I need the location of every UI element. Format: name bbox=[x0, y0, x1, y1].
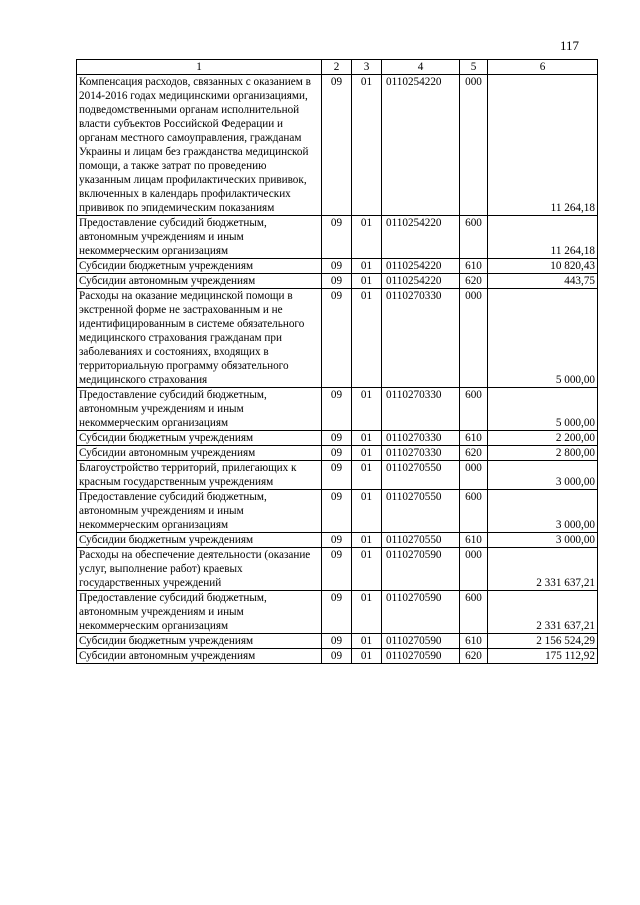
column-header-5: 5 bbox=[460, 60, 488, 75]
row-section-cell: 09 bbox=[322, 490, 352, 533]
row-expense-type-cell: 000 bbox=[460, 289, 488, 388]
table-row bbox=[77, 461, 598, 490]
row-name-cell: Субсидии бюджетным учреждениям bbox=[77, 634, 322, 649]
row-name-cell: Расходы на обеспечение деятельности (оказание услуг, выполнение работ) краевых государственных учреждений bbox=[77, 548, 322, 591]
row-section-cell: 09 bbox=[322, 216, 352, 259]
row-target-article-cell: 0110270550 bbox=[382, 490, 460, 533]
row-target-article-cell: 0110270590 bbox=[382, 634, 460, 649]
row-name-cell: Расходы на оказание медицинской помощи в экстренной форме не застрахованным и не идентифицированным в системе обязательного медицинского страхования гражданам при заболеваниях и состояниях, входящих в территориальную программу обязательного медицинского страхования bbox=[77, 289, 322, 388]
column-header-3: 3 bbox=[352, 60, 382, 75]
row-amount-cell: 3 000,00 bbox=[488, 461, 598, 490]
row-expense-type-cell: 620 bbox=[460, 649, 488, 664]
row-name-cell: Субсидии бюджетным учреждениям bbox=[77, 533, 322, 548]
row-section-cell: 09 bbox=[322, 461, 352, 490]
row-expense-type-cell: 000 bbox=[460, 548, 488, 591]
row-name-cell: Компенсация расходов, связанных с оказанием в 2014-2016 годах медицинскими организациями, подведомственными органам исполнительной власти субъектов Российской Федерации и органам местного самоуправления, гражданам Украины и лицам без гражданства медицинской помощи, а также затрат по проведению указанным лицам профилактических прививок, включенных в календарь профилактических прививок по эпидемическим показаниям bbox=[77, 75, 322, 216]
row-section-cell: 09 bbox=[322, 388, 352, 431]
row-subsection-cell: 01 bbox=[352, 216, 382, 259]
table-row bbox=[77, 388, 598, 431]
row-expense-type-cell: 610 bbox=[460, 634, 488, 649]
table-row bbox=[77, 649, 598, 664]
row-expense-type-cell: 620 bbox=[460, 446, 488, 461]
row-subsection-cell: 01 bbox=[352, 548, 382, 591]
row-amount-cell: 2 331 637,21 bbox=[488, 548, 598, 591]
row-section-cell: 09 bbox=[322, 75, 352, 216]
row-target-article-cell: 0110254220 bbox=[382, 75, 460, 216]
row-target-article-cell: 0110270590 bbox=[382, 591, 460, 634]
row-subsection-cell: 01 bbox=[352, 461, 382, 490]
table-header-row bbox=[77, 60, 598, 75]
row-amount-cell: 5 000,00 bbox=[488, 289, 598, 388]
row-section-cell: 09 bbox=[322, 259, 352, 274]
row-amount-cell: 3 000,00 bbox=[488, 533, 598, 548]
row-target-article-cell: 0110270330 bbox=[382, 446, 460, 461]
table-row bbox=[77, 591, 598, 634]
row-expense-type-cell: 610 bbox=[460, 431, 488, 446]
row-amount-cell: 2 200,00 bbox=[488, 431, 598, 446]
row-target-article-cell: 0110254220 bbox=[382, 274, 460, 289]
column-header-2: 2 bbox=[322, 60, 352, 75]
column-header-4: 4 bbox=[382, 60, 460, 75]
row-name-cell: Субсидии автономным учреждениям bbox=[77, 446, 322, 461]
row-subsection-cell: 01 bbox=[352, 446, 382, 461]
row-name-cell: Благоустройство территорий, прилегающих к красным государственным учреждениям bbox=[77, 461, 322, 490]
row-amount-cell: 443,75 bbox=[488, 274, 598, 289]
table-row bbox=[77, 446, 598, 461]
row-section-cell: 09 bbox=[322, 289, 352, 388]
table-row bbox=[77, 634, 598, 649]
row-subsection-cell: 01 bbox=[352, 490, 382, 533]
row-target-article-cell: 0110270330 bbox=[382, 431, 460, 446]
table-row bbox=[77, 490, 598, 533]
row-name-cell: Предоставление субсидий бюджетным, автономным учреждениям и иным некоммерческим организациям bbox=[77, 490, 322, 533]
row-section-cell: 09 bbox=[322, 274, 352, 289]
row-target-article-cell: 0110254220 bbox=[382, 259, 460, 274]
row-amount-cell: 2 156 524,29 bbox=[488, 634, 598, 649]
row-subsection-cell: 01 bbox=[352, 259, 382, 274]
row-target-article-cell: 0110270330 bbox=[382, 388, 460, 431]
row-amount-cell: 5 000,00 bbox=[488, 388, 598, 431]
row-subsection-cell: 01 bbox=[352, 591, 382, 634]
row-target-article-cell: 0110270590 bbox=[382, 548, 460, 591]
table-row bbox=[77, 259, 598, 274]
row-section-cell: 09 bbox=[322, 533, 352, 548]
column-header-6: 6 bbox=[488, 60, 598, 75]
table-row bbox=[77, 216, 598, 259]
row-expense-type-cell: 600 bbox=[460, 490, 488, 533]
row-subsection-cell: 01 bbox=[352, 75, 382, 216]
row-target-article-cell: 0110270330 bbox=[382, 289, 460, 388]
row-target-article-cell: 0110270550 bbox=[382, 533, 460, 548]
table-row bbox=[77, 75, 598, 216]
row-amount-cell: 11 264,18 bbox=[488, 75, 598, 216]
table-row bbox=[77, 548, 598, 591]
row-subsection-cell: 01 bbox=[352, 274, 382, 289]
row-name-cell: Предоставление субсидий бюджетным, автономным учреждениям и иным некоммерческим организациям bbox=[77, 216, 322, 259]
row-section-cell: 09 bbox=[322, 649, 352, 664]
row-expense-type-cell: 600 bbox=[460, 591, 488, 634]
row-amount-cell: 3 000,00 bbox=[488, 490, 598, 533]
row-name-cell: Предоставление субсидий бюджетным, автономным учреждениям и иным некоммерческим организациям bbox=[77, 388, 322, 431]
row-section-cell: 09 bbox=[322, 548, 352, 591]
row-section-cell: 09 bbox=[322, 431, 352, 446]
row-expense-type-cell: 620 bbox=[460, 274, 488, 289]
row-target-article-cell: 0110270550 bbox=[382, 461, 460, 490]
row-amount-cell: 2 331 637,21 bbox=[488, 591, 598, 634]
row-subsection-cell: 01 bbox=[352, 431, 382, 446]
row-subsection-cell: 01 bbox=[352, 289, 382, 388]
row-amount-cell: 10 820,43 bbox=[488, 259, 598, 274]
row-expense-type-cell: 610 bbox=[460, 259, 488, 274]
row-name-cell: Субсидии бюджетным учреждениям bbox=[77, 431, 322, 446]
page-number: 117 bbox=[560, 38, 580, 53]
row-name-cell: Субсидии бюджетным учреждениям bbox=[77, 259, 322, 274]
row-target-article-cell: 0110270590 bbox=[382, 649, 460, 664]
row-section-cell: 09 bbox=[322, 634, 352, 649]
row-subsection-cell: 01 bbox=[352, 533, 382, 548]
table-row bbox=[77, 533, 598, 548]
row-section-cell: 09 bbox=[322, 446, 352, 461]
row-subsection-cell: 01 bbox=[352, 649, 382, 664]
row-expense-type-cell: 600 bbox=[460, 388, 488, 431]
row-name-cell: Субсидии автономным учреждениям bbox=[77, 274, 322, 289]
row-amount-cell: 11 264,18 bbox=[488, 216, 598, 259]
column-header-1: 1 bbox=[77, 60, 322, 75]
row-expense-type-cell: 610 bbox=[460, 533, 488, 548]
row-expense-type-cell: 000 bbox=[460, 75, 488, 216]
row-subsection-cell: 01 bbox=[352, 634, 382, 649]
row-expense-type-cell: 000 bbox=[460, 461, 488, 490]
row-amount-cell: 2 800,00 bbox=[488, 446, 598, 461]
row-name-cell: Предоставление субсидий бюджетным, автономным учреждениям и иным некоммерческим организациям bbox=[77, 591, 322, 634]
budget-table bbox=[76, 59, 598, 664]
row-expense-type-cell: 600 bbox=[460, 216, 488, 259]
table-row bbox=[77, 431, 598, 446]
row-name-cell: Субсидии автономным учреждениям bbox=[77, 649, 322, 664]
row-target-article-cell: 0110254220 bbox=[382, 216, 460, 259]
row-amount-cell: 175 112,92 bbox=[488, 649, 598, 664]
row-section-cell: 09 bbox=[322, 591, 352, 634]
table-row bbox=[77, 289, 598, 388]
table-row bbox=[77, 274, 598, 289]
row-subsection-cell: 01 bbox=[352, 388, 382, 431]
